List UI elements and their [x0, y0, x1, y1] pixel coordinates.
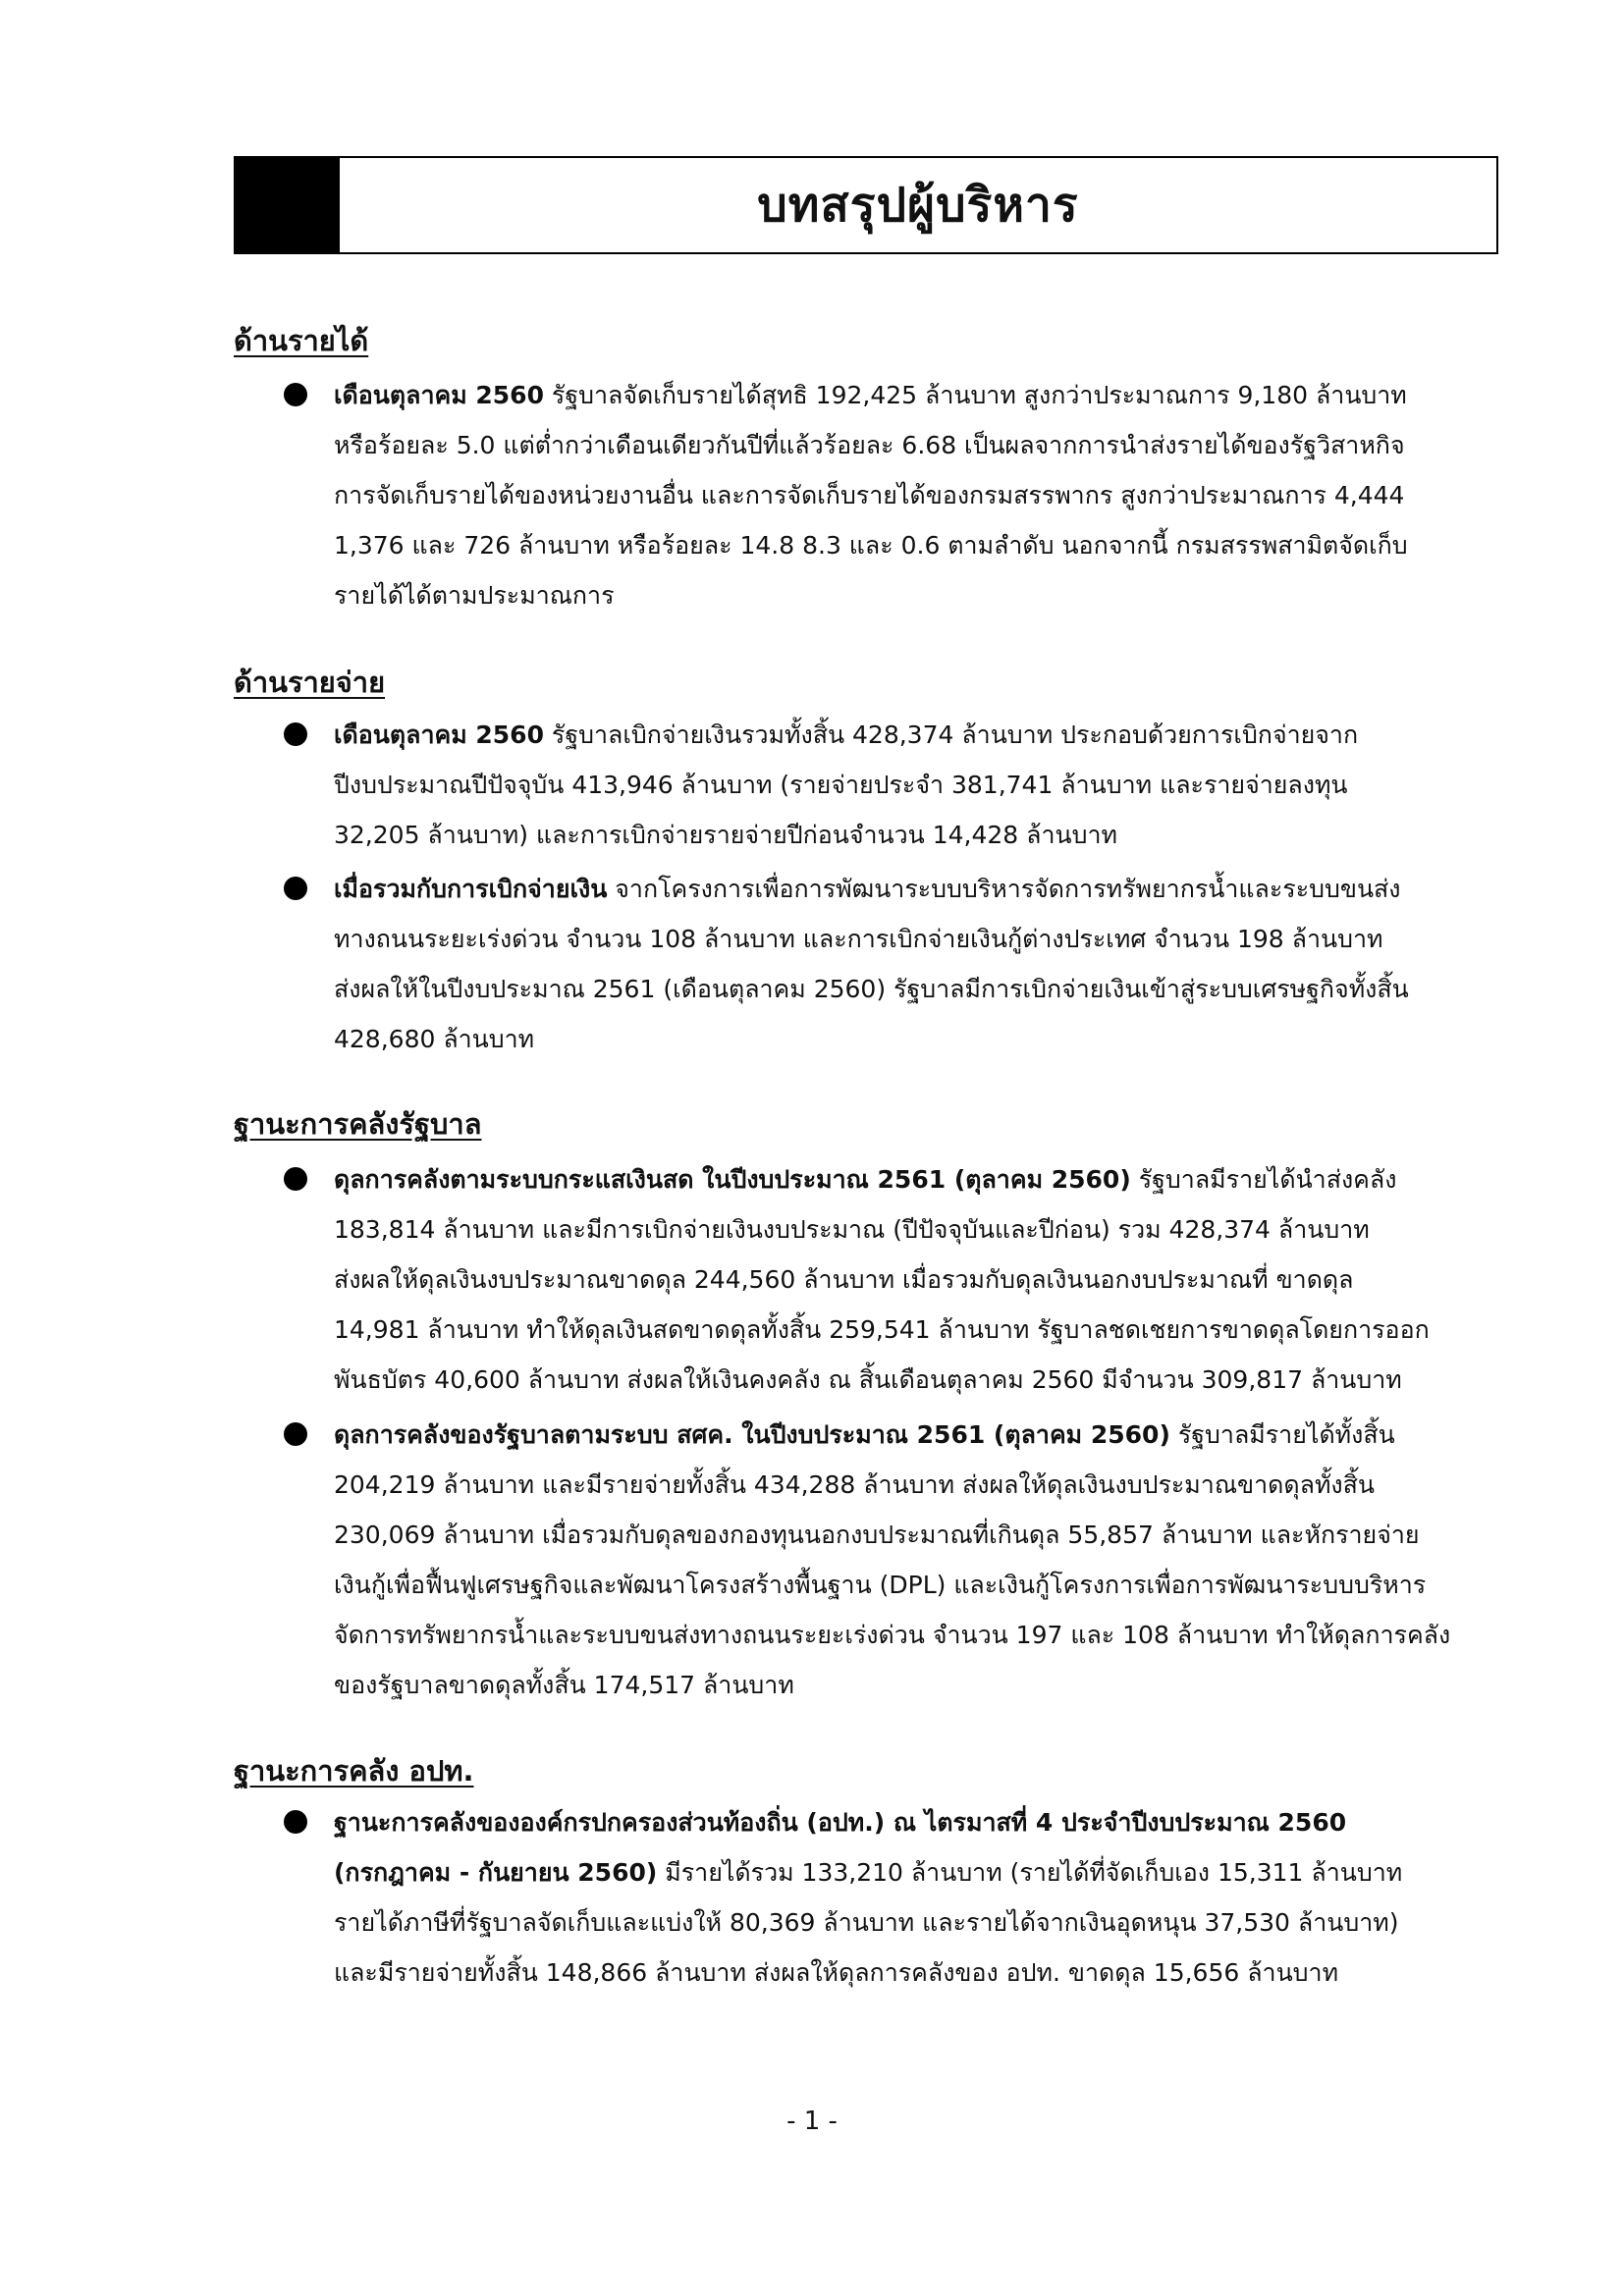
text-line [334, 370, 1532, 420]
text-line [334, 864, 1532, 914]
text-span: รัฐบาลมีรายได้นำส่งคลัง [1130, 1165, 1397, 1194]
bullet-icon [284, 1167, 307, 1191]
text-line: และมีรายจ่ายทั้งสิ้น 148,866 ล้านบาท ส่งผลให้ดุลการคลังของ อปท. ขาดดุล 15,656 ล้านบาท [334, 1958, 1339, 1987]
bold-lead: ฐานะการคลังขององค์กรปกครองส่วนท้องถิ่น (อปท.) ณ ไตรมาสที่ 4 ประจำปีงบประมาณ 2560 [334, 1808, 1347, 1837]
text-line: 230,069 ล้านบาท เมื่อรวมกับดุลของกองทุนนอกงบประมาณที่เกินดุล 55,857 ล้านบาท และหักรายจ่าย [334, 1521, 1420, 1549]
text-line: 14,981 ล้านบาท ทำให้ดุลเงินสดขาดดุลทั้งสิ้น 259,541 ล้านบาท รัฐบาลชดเชยการขาดดุลโดยการออก [334, 1315, 1430, 1344]
bold-lead: เดือนตุลาคม 2560 [334, 721, 544, 749]
text-line: 183,814 ล้านบาท และมีการเบิกจ่ายเงินงบประมาณ (ปีปัจจุบันและปีก่อน) รวม 428,374 ล้านบาท [334, 1215, 1370, 1244]
text-line: ของรัฐบาลขาดดุลทั้งสิ้น 174,517 ล้านบาท [334, 1671, 794, 1699]
paragraph-local-1 [334, 1797, 1532, 1998]
title-black-block [236, 158, 340, 252]
page-number: - 1 - [786, 2107, 838, 2136]
bullet-icon [284, 1810, 307, 1834]
text-line: พันธบัตร 40,600 ล้านบาท ส่งผลให้เงินคงคลัง ณ สิ้นเดือนตุลาคม 2560 มีจำนวน 309,817 ล้านบาท [334, 1365, 1402, 1394]
bullet-icon [284, 383, 307, 406]
bullet-icon [284, 877, 307, 900]
text-line [334, 1154, 1532, 1204]
text-line [334, 710, 1532, 760]
text-line: ปีงบประมาณปีปัจจุบัน 413,946 ล้านบาท (รายจ่ายประจำ 381,741 ล้านบาท และรายจ่ายลงทุน [334, 771, 1348, 799]
text-line: รายได้ภาษีที่รัฐบาลจัดเก็บและแบ่งให้ 80,369 ล้านบาท และรายได้จากเงินอุดหนุน 37,530 ล้านบาท) [334, 1908, 1399, 1937]
paragraph-expenditure-1 [334, 710, 1532, 860]
text-line: เงินกู้เพื่อฟื้นฟูเศรษฐกิจและพัฒนาโครงสร้างพื้นฐาน (DPL) และเงินกู้โครงการเพื่อการพัฒนาระบบบริหาร [334, 1571, 1427, 1599]
section-heading-expenditure: ด้านรายจ่าย [234, 666, 386, 699]
paragraph-fiscal-1 [334, 1154, 1532, 1405]
bold-lead: (กรกฎาคม - กันยายน 2560) [334, 1858, 658, 1887]
bold-lead: เดือนตุลาคม 2560 [334, 381, 544, 409]
text-line: หรือร้อยละ 5.0 แต่ต่ำกว่าเดือนเดียวกันปีที่แล้วร้อยละ 6.68 เป็นผลจากการนำส่งรายได้ของรัฐวิสาหกิจ [334, 431, 1405, 459]
text-line: 204,219 ล้านบาท และมีรายจ่ายทั้งสิ้น 434,288 ล้านบาท ส่งผลให้ดุลเงินงบประมาณขาดดุลทั้งสิ้น [334, 1470, 1375, 1499]
text-span: มีรายได้รวม 133,210 ล้านบาท (รายได้ที่จัดเก็บเอง 15,311 ล้านบาท [657, 1858, 1403, 1887]
text-line [334, 1847, 1532, 1897]
bold-lead: เมื่อรวมกับการเบิกจ่ายเงิน [334, 875, 608, 903]
bullet-icon [284, 1422, 307, 1446]
text-line: 32,205 ล้านบาท) และการเบิกจ่ายรายจ่ายปีก่อนจำนวน 14,428 ล้านบาท [334, 821, 1117, 849]
text-line: ส่งผลให้ดุลเงินงบประมาณขาดดุล 244,560 ล้านบาท เมื่อรวมกับดุลเงินนอกงบประมาณที่ ขาดดุล [334, 1265, 1354, 1294]
paragraph-revenue [334, 370, 1532, 620]
text-line: รายได้ได้ตามประมาณการ [334, 581, 615, 610]
page-title: บทสรุปผู้บริหาร [757, 178, 1079, 233]
paragraph-expenditure-2 [334, 864, 1532, 1064]
text-line: 428,680 ล้านบาท [334, 1025, 535, 1053]
section-heading-revenue: ด้านรายได้ [234, 324, 369, 357]
section-heading-fiscal: ฐานะการคลังรัฐบาล [234, 1107, 482, 1141]
paragraph-fiscal-2 [334, 1410, 1532, 1710]
text-line: 1,376 และ 726 ล้านบาท หรือร้อยละ 14.8 8.3 และ 0.6 ตามลำดับ นอกจากนี้ กรมสรรพสามิตจัดเก็บ [334, 531, 1408, 560]
section-heading-local: ฐานะการคลัง อปท. [234, 1754, 474, 1788]
text-span: รัฐบาลเบิกจ่ายเงินรวมทั้งสิ้น 428,374 ล้านบาท ประกอบด้วยการเบิกจ่ายจาก [543, 721, 1359, 749]
text-line [334, 1410, 1532, 1460]
text-span: รัฐบาลมีรายได้ทั้งสิ้น [1169, 1420, 1395, 1449]
text-span: จากโครงการเพื่อการพัฒนาระบบบริหารจัดการทรัพยากรน้ำและระบบขนส่ง [607, 875, 1401, 903]
text-span: รัฐบาลจัดเก็บรายได้สุทธิ 192,425 ล้านบาท สูงกว่าประมาณการ 9,180 ล้านบาท [543, 381, 1407, 409]
bullet-icon [284, 722, 307, 746]
text-line: การจัดเก็บรายได้ของหน่วยงานอื่น และการจัดเก็บรายได้ของกรมสรรพากร สูงกว่าประมาณการ 4,444 [334, 481, 1405, 509]
bold-lead: ดุลการคลังตามระบบกระแสเงินสด ในปีงบประมาณ 2561 (ตุลาคม 2560) [334, 1165, 1131, 1194]
bold-lead: ดุลการคลังของรัฐบาลตามระบบ สศค. ในปีงบประมาณ 2561 (ตุลาคม 2560) [334, 1420, 1170, 1449]
text-line [334, 1797, 1532, 1847]
text-line: จัดการทรัพยากรน้ำและระบบขนส่งทางถนนระยะเร่งด่วน จำนวน 197 และ 108 ล้านบาท ทำให้ดุลการคลัง [334, 1621, 1451, 1649]
title-box [234, 156, 1498, 254]
text-line: ทางถนนระยะเร่งด่วน จำนวน 108 ล้านบาท และการเบิกจ่ายเงินกู้ต่างประเทศ จำนวน 198 ล้านบาท [334, 925, 1383, 953]
text-line: ส่งผลให้ในปีงบประมาณ 2561 (เดือนตุลาคม 2560) รัฐบาลมีการเบิกจ่ายเงินเข้าสู่ระบบเศรษฐกิจทั้งสิ้น [334, 975, 1409, 1003]
